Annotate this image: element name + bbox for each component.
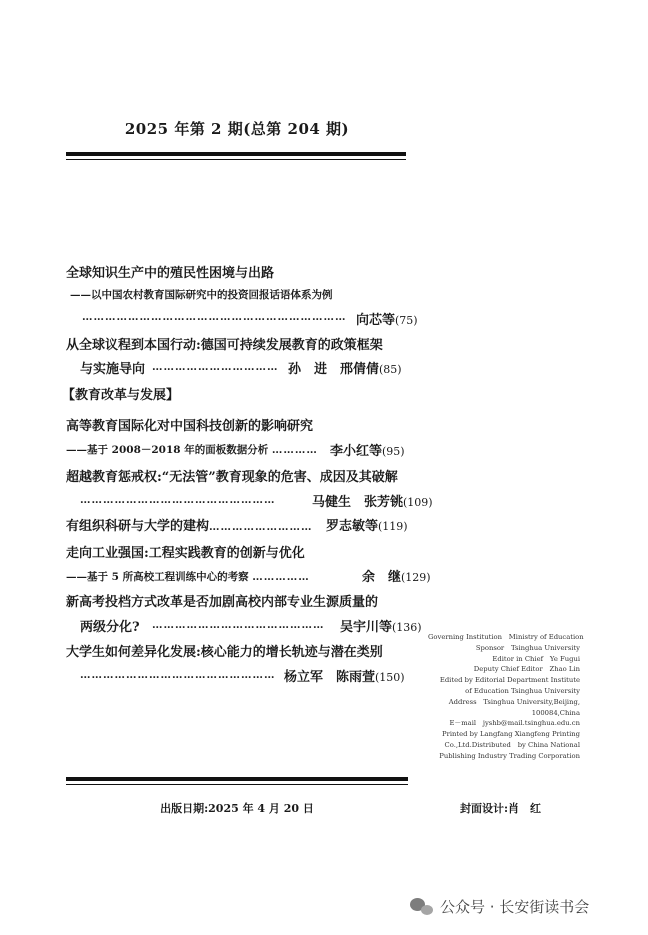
colophon-line: Publishing Industry Trading Corporation <box>439 751 580 760</box>
toc-author-5: 罗志敏等(119) <box>326 519 408 534</box>
colophon-line: E－mail jyshb@mail.tsinghua.edu.cn <box>449 719 580 728</box>
divider-thin-top <box>66 159 406 160</box>
toc-title-4[interactable]: 超越教育惩戒权:“无法管”教育现象的危害、成因及其破解 <box>66 470 398 485</box>
cover-design-credit: 封面设计:肖 红 <box>460 802 542 815</box>
toc-line-1 <box>82 311 347 323</box>
leader-dots: …………………………………………………………… <box>82 311 347 323</box>
colophon <box>428 632 584 762</box>
toc-dots-4: …………………………………………… <box>80 494 276 506</box>
watermark-text: 公众号 · 长安街读书会 <box>440 898 590 916</box>
divider-thick-bottom <box>66 777 408 781</box>
toc-title-2[interactable]: 从全球议程到本国行动:德国可持续发展教育的政策框架 <box>66 338 383 353</box>
colophon-line: Sponsor Tsinghua University <box>475 643 580 652</box>
colophon-line: Governing Institution Ministry of Education <box>428 633 584 641</box>
publish-date: 出版日期:2025 年 4 月 20 日 <box>160 802 314 815</box>
toc-title-1[interactable]: 全球知识生产中的殖民性困境与出路 <box>66 266 275 281</box>
toc-author-4: 马健生 张芳铫(109) <box>312 495 433 510</box>
colophon-line: 100084,China <box>531 708 580 717</box>
colophon-line: of Education Tsinghua University <box>465 686 580 695</box>
toc-dots-7: ……………………………………… <box>152 619 325 631</box>
wechat-icon <box>410 898 434 916</box>
toc-dots-2: …………………………… <box>152 361 279 373</box>
section-heading: 【教育改革与发展】 <box>62 388 180 403</box>
colophon-line: Printed by Langfang Xiangfeng Printing <box>442 730 580 739</box>
toc-subtitle-3: ——基于 2008－2018 年的面板数据分析 ………… <box>66 444 318 456</box>
issue-number: 2025 年第 2 期(总第 204 期) <box>124 120 350 138</box>
watermark <box>410 896 589 917</box>
toc-author-2: 孙 进 邢倩倩(85) <box>288 362 402 377</box>
toc-author-3: 李小红等(95) <box>330 444 405 459</box>
toc-title-7-cont: 两级分化? <box>80 620 140 635</box>
toc-subtitle-1: ——以中国农村教育国际研究中的投资回报话语体系为例 <box>70 289 333 301</box>
toc-title-5[interactable]: 有组织科研与大学的建构……………………… <box>66 519 313 534</box>
colophon-line: Co.,Ltd.Distributed by China National <box>444 740 580 749</box>
colophon-line: Deputy Chief Editor Zhao Lin <box>473 665 580 674</box>
divider-thick-top <box>66 152 406 156</box>
colophon-line: Address Tsinghua University,Beijing, <box>448 697 580 706</box>
toc-author-7: 吴宇川等(136) <box>340 620 422 635</box>
colophon-line: Editor in Chief Ye Fugui <box>492 654 580 663</box>
toc-title-3[interactable]: 高等教育国际化对中国科技创新的影响研究 <box>66 419 314 434</box>
toc-author-6: 余 继(129) <box>362 570 431 585</box>
colophon-line: Edited by Editorial Department Institute <box>439 676 580 685</box>
toc-title-8[interactable]: 大学生如何差异化发展:核心能力的增长轨迹与潜在类别 <box>66 645 383 660</box>
divider-thin-bottom <box>66 784 408 785</box>
toc-title-7[interactable]: 新高考投档方式改革是否加剧高校内部专业生源质量的 <box>66 595 379 610</box>
toc-subtitle-6: ——基于 5 所高校工程训练中心的考察 …………… <box>66 571 310 583</box>
toc-author-1: 向芯等(75) <box>356 313 418 328</box>
toc-title-2-cont: 与实施导向 <box>80 362 146 377</box>
toc-author-8: 杨立军 陈雨萱(150) <box>284 670 405 685</box>
toc-dots-8: …………………………………………… <box>80 669 276 681</box>
toc-title-6[interactable]: 走向工业强国:工程实践教育的创新与优化 <box>66 546 305 561</box>
